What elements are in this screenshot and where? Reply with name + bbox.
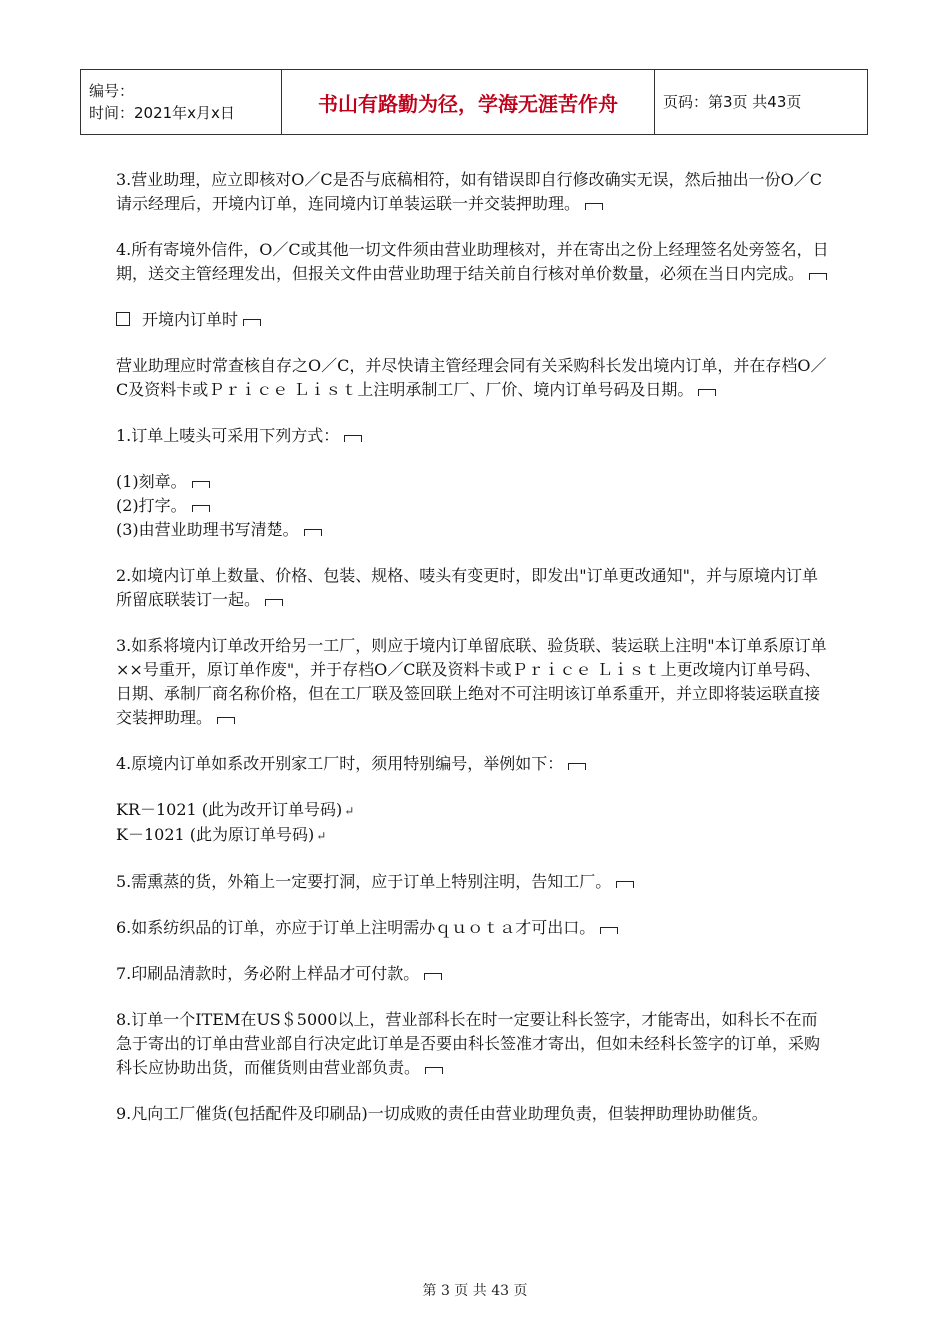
- line-break-arrow-icon: ↵: [344, 804, 355, 818]
- paragraph-mark-icon: [616, 881, 634, 888]
- paragraph: 1.订单上唛头可采用下列方式：: [116, 424, 832, 448]
- paragraph: 3.营业助理，应立即核对O／C是否与底稿相符，如有错误即自行修改确实无误，然后抽出一份O／C请示经理后，开境内订单，连同境内订单装运联一并交装押助理。: [116, 170, 822, 213]
- number-label: 编号：: [89, 82, 135, 100]
- paragraph-mark-icon: [217, 717, 235, 724]
- motto: 书山有路勤为径，学海无涯苦作舟: [282, 70, 655, 135]
- example-line: KR－1021 (此为改开订单号码) ↵: [116, 798, 832, 823]
- section-heading: 开境内订单时: [116, 308, 832, 332]
- paragraph: 4.所有寄境外信件，O／C或其他一切文件须由营业助理核对，并在寄出之份上经理签名处旁签名，日期，送交主管经理发出，但报关文件由营业助理于结关前自行核对单价数量，必须在当日内完成。: [116, 240, 829, 283]
- paragraph-mark-icon: [265, 599, 283, 606]
- paragraph-mark-icon: [192, 481, 210, 488]
- list-item: (2)打字。: [116, 494, 832, 518]
- list-item: (1)刻章。: [116, 470, 832, 494]
- page-footer: 第 3 页 共 43 页: [422, 1283, 528, 1299]
- paragraph: 6.如系纺织品的订单，亦应于订单上注明需办ｑｕｏｔａ才可出口。: [116, 916, 832, 940]
- paragraph-mark-icon: [304, 529, 322, 536]
- paragraph-mark-icon: [568, 763, 586, 770]
- paragraph: 7.印刷品清款时，务必附上样品才可付款。: [116, 962, 832, 986]
- paragraph-mark-icon: [809, 273, 827, 280]
- paragraph-mark-icon: [600, 927, 618, 934]
- paragraph: 9.凡向工厂催货(包括配件及印刷品)一切成败的责任由营业助理负责，但装押助理协助催货。: [116, 1104, 768, 1123]
- header-left-cell: [81, 70, 282, 135]
- paragraph-mark-icon: [585, 203, 603, 210]
- line-break-arrow-icon: ↵: [316, 829, 327, 843]
- time-label: 时间：2021年x月x日: [89, 104, 235, 122]
- document-body: [116, 168, 832, 1148]
- paragraph: 2.如境内订单上数量、价格、包装、规格、唛头有变更时，即发出"订单更改通知"，并与原境内订单所留底联装订一起。: [116, 566, 818, 609]
- paragraph: 8.订单一个ITEM在US＄5000以上，营业部科长在时一定要让科长签字，才能寄出，如科长不在而急于寄出的订单由营业部自行决定此订单是否要由科长签准才寄出，但如未经科长签字的订单，采购科长应协助出货，而催货则由营业部负责。: [116, 1010, 821, 1077]
- paragraph-mark-icon: [192, 505, 210, 512]
- paragraph-mark-icon: [243, 319, 261, 326]
- example-line: K－1021 (此为原订单号码) ↵: [116, 823, 832, 848]
- paragraph: 5.需熏蒸的货，外箱上一定要打洞，应于订单上特别注明，告知工厂。: [116, 870, 832, 894]
- paragraph: 4.原境内订单如系改开别家工厂时，须用特别编号，举例如下：: [116, 752, 832, 776]
- header-table: [80, 69, 868, 135]
- paragraph-mark-icon: [424, 973, 442, 980]
- paragraph-mark-icon: [698, 389, 716, 396]
- paragraph: 3.如系将境内订单改开给另一工厂，则应于境内订单留底联、验货联、装运联上注明"本订单系原订单××号重开，原订单作废"，并于存档O／C联及资料卡或Ｐｒｉｃｅ Ｌｉｓｔ上更改境内订单号码、日期、承制厂商名称价格，但在工厂联及签回联上绝对不可注明该订单系重开，并立即将装运联直接交装押助理。: [116, 636, 827, 727]
- list-item: (3)由营业助理书写清楚。: [116, 518, 832, 542]
- page-label: 页码：第3页 共43页: [655, 70, 868, 135]
- checkbox-icon: [116, 312, 130, 326]
- paragraph-mark-icon: [425, 1067, 443, 1074]
- paragraph-mark-icon: [344, 435, 362, 442]
- paragraph: 营业助理应时常查核自存之O／C，并尽快请主管经理会同有关采购科长发出境内订单，并在存档O／C及资料卡或Ｐｒｉｃｅ Ｌｉｓｔ上注明承制工厂、厂价、境内订单号码及日期。: [116, 356, 827, 399]
